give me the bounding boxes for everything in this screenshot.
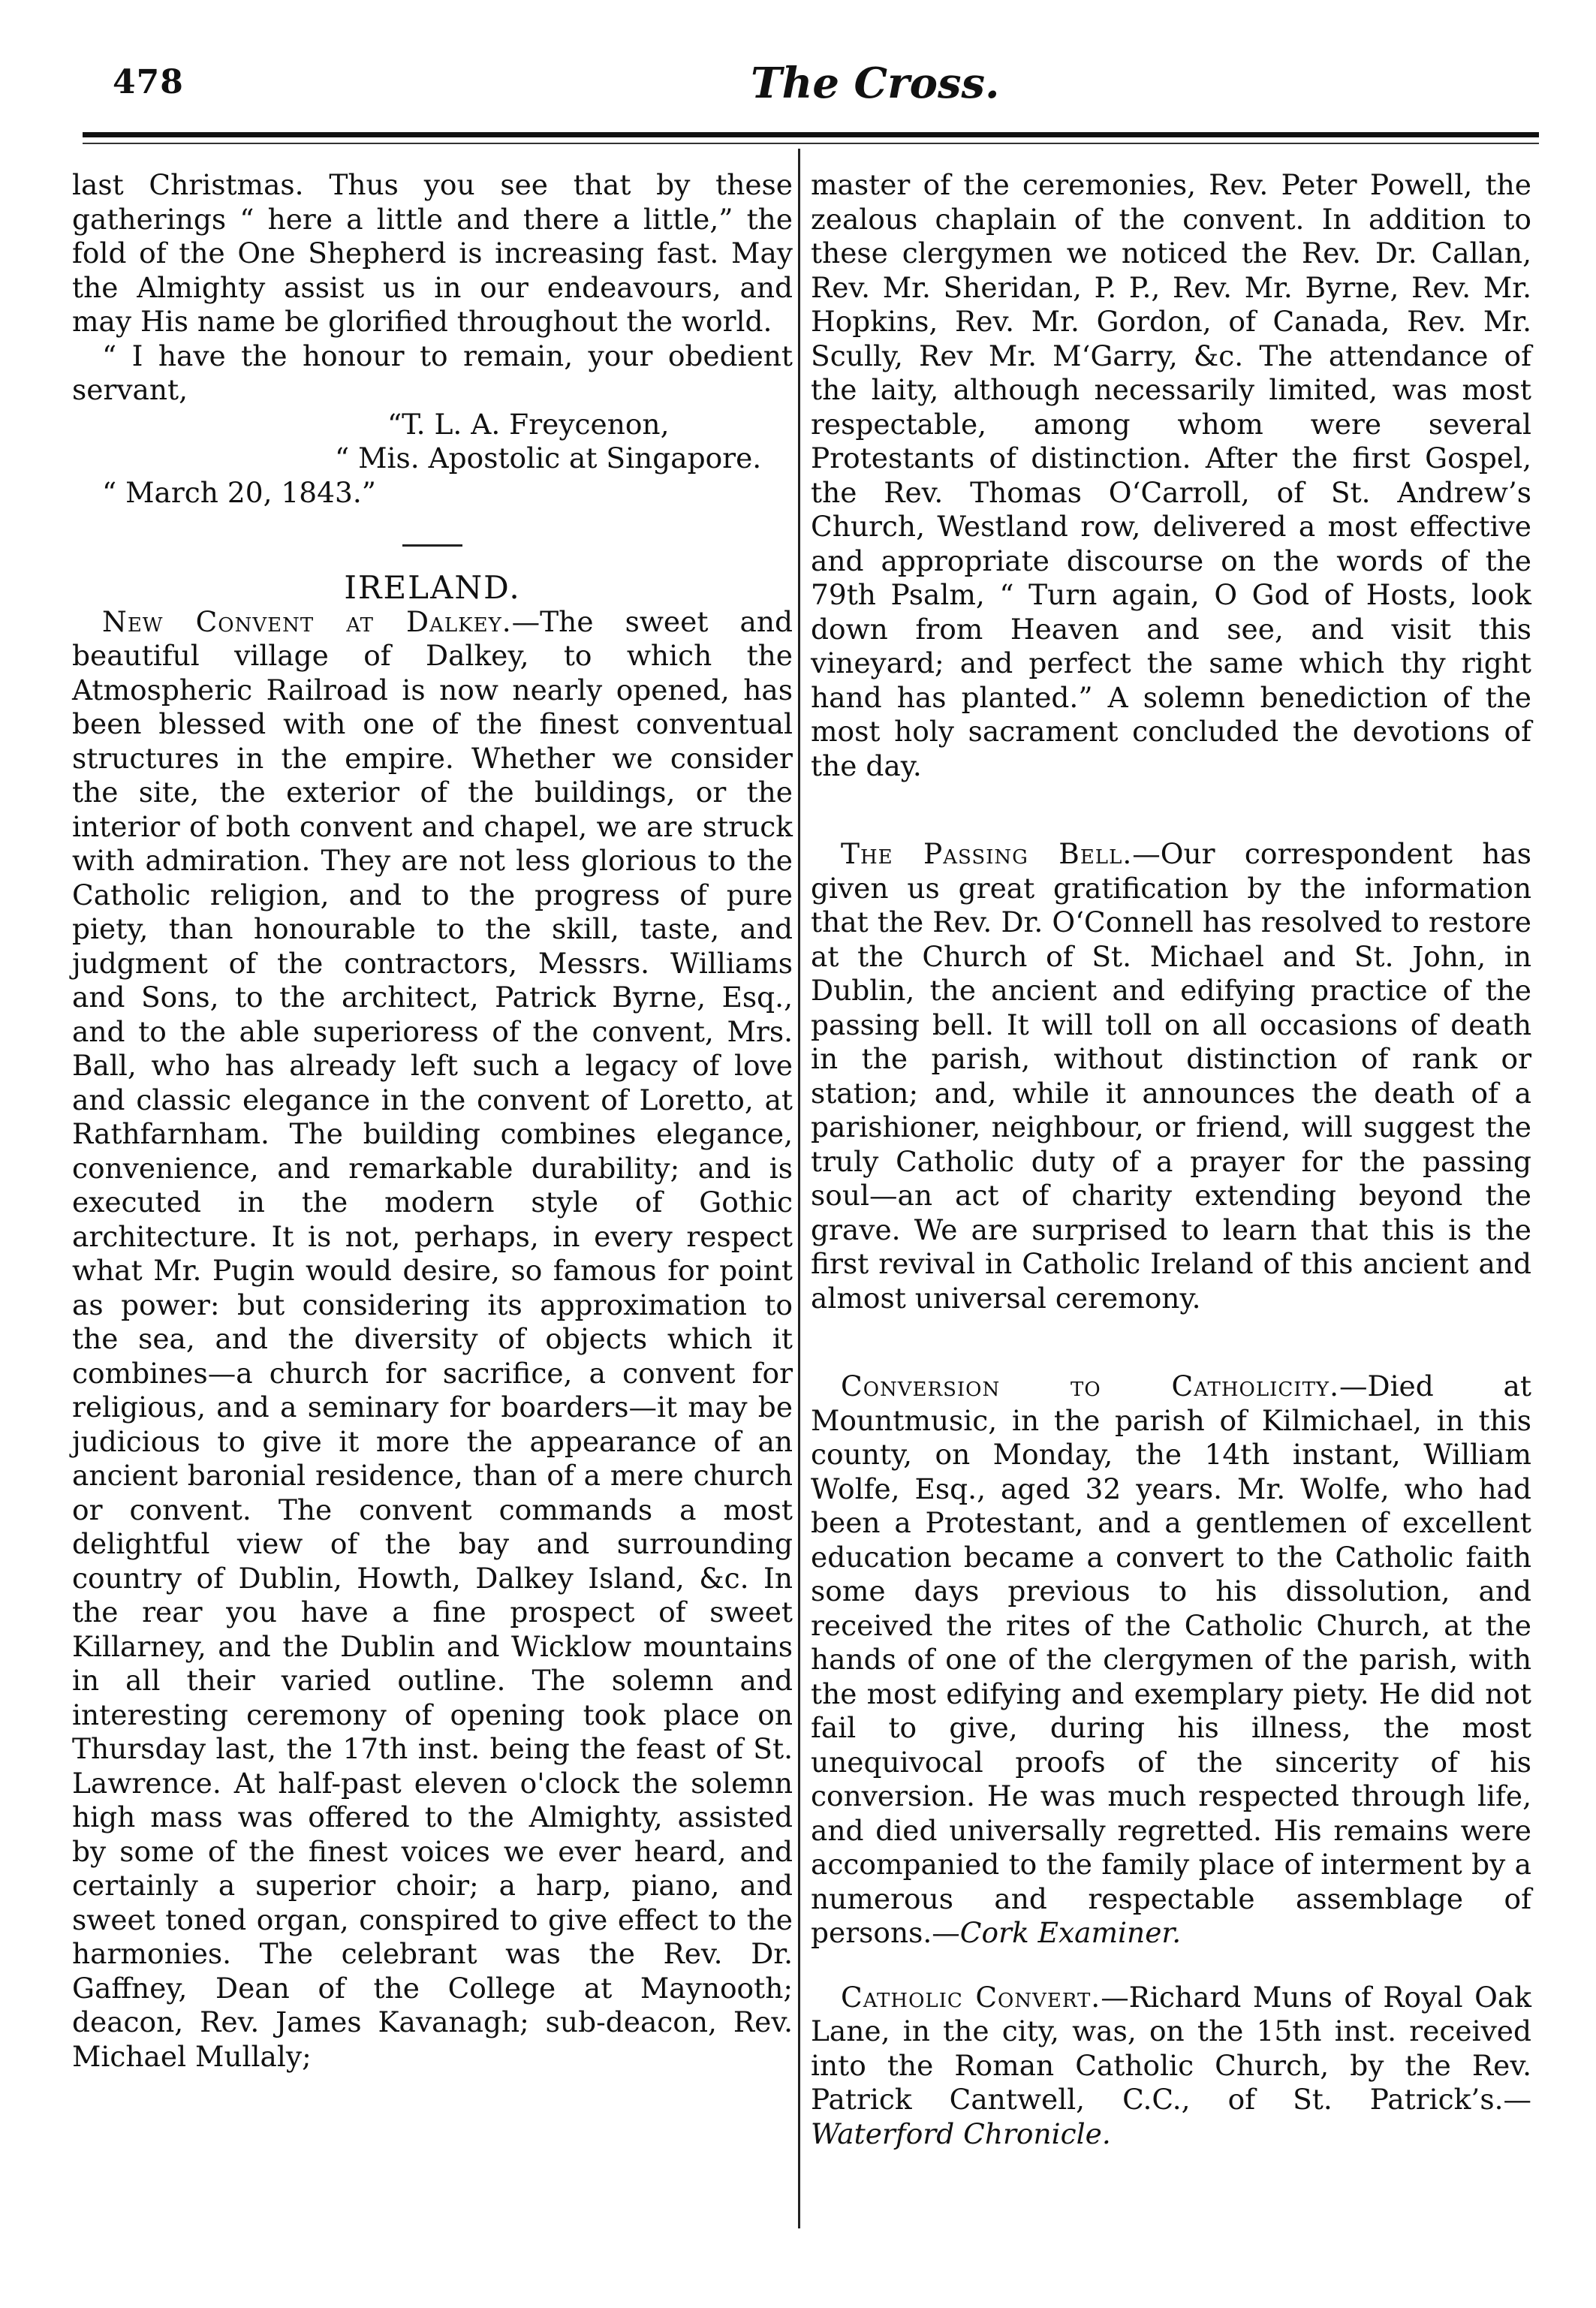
article-catholic-convert bbox=[811, 1981, 1531, 2152]
signature-name: “T. L. A. Freycenon, bbox=[387, 407, 670, 441]
section-heading: IRELAND. bbox=[344, 569, 521, 606]
passing-bell-body: —Our correspondent has given us great gratification by the information that the Rev. Dr. O‘Connell has resolved to restore at the Church of St. Michael and St. John, in Dublin, the ancient and edifying practice of the passing bell. It will toll on all occasions of death in the parish, without distinction of rank or station; and, while it announces the death of a parishioner, neighbour, or friend, will suggest the truly Catholic duty of a prayer for the passing soul—an act of charity extending beyond the grave. We are surprised to learn that this is the first revival in Catholic Ireland of this ancient and almost universal ceremony. bbox=[811, 837, 1531, 1315]
article-gap bbox=[811, 1315, 1531, 1369]
header-rule bbox=[83, 132, 1539, 137]
convert-body: —Richard Muns of Royal Oak Lane, in the city, was, on the 15th inst. received into the Roman Catholic Church, by the Rev. Patrick Cantwell, C.C., of St. Patrick’s.— bbox=[811, 1980, 1531, 2116]
article-new-convent bbox=[72, 605, 793, 2074]
article-heading: New Convent at Dalkey. bbox=[102, 604, 512, 638]
article-passing-bell bbox=[811, 837, 1531, 1315]
section-separator bbox=[402, 544, 462, 547]
header-rule-thin bbox=[83, 143, 1539, 144]
left-column bbox=[72, 168, 793, 2074]
passing-bell-heading: The Passing Bell. bbox=[841, 837, 1133, 870]
signature-date: “ March 20, 1843.” bbox=[102, 475, 376, 509]
page-number: 478 bbox=[113, 63, 184, 101]
article-body: —The sweet and beautiful village of Dalkey, to which the Atmospheric Railroad is now nearly opened, has been blessed with one of the finest conventual structures in the empire. Whether we consider the site, the exterior of the buildings, or the interior of both convent and chapel, we are struck with admiration. They are not less glorious to the Catholic religion, and to the progress of pure piety, than honourable to the skill, taste, and judgment of the contractors, Messrs. Williams and Sons, to the architect, Patrick Byrne, Esq., and to the able superioress of the convent, Mrs. Ball, who has already left such a legacy of love and classic elegance in the convent of Loretto, at Rathfarnham. The building combines elegance, convenience, and remarkable durability; and is executed in the modern style of Gothic architecture. It is not, perhaps, in every respect what Mr. Pugin would desire, so famous for point as power: but considering its approximation to the sea, and the diversity of objects which it combines—a church for sacrifice, a convent for religious, and a seminary for boarders—it may be judicious to give it more the appearance of an ancient baronial residence, than of a mere church or convent. The convent commands a most delightful view of the bay and surrounding country of Dublin, Howth, Dalkey Island, &c. In the rear you have a fine prospect of sweet Killarney, and the Dublin and Wicklow mountains in all their varied outline. The solemn and interesting ceremony of opening took place on Thursday last, the 17th inst. being the feast of St. Lawrence. At half-past eleven o'clock the solemn high mass was offered to the Almighty, assisted by some of the finest voices we ever heard, and certainly a superior choir; a harp, piano, and sweet toned organ, conspired to give effect to the harmonies. The celebrant was the Rev. Dr. Gaffney, Dean of the College at Maynooth; deacon, Rev. James Kavanagh; sub-deacon, Rev. Michael Mullaly; bbox=[72, 604, 793, 2073]
letter-closing-line: “ I have the honour to remain, your obedient servant, bbox=[72, 339, 793, 406]
convert-source: Waterford Chronicle. bbox=[811, 2117, 1111, 2150]
article-conversion bbox=[811, 1369, 1531, 1951]
article-continuation: master of the ceremonies, Rev. Peter Powell, the zealous chaplain of the convent. In addition to these clergymen we noticed the Rev. Dr. Callan, Rev. Mr. Sheridan, P. P., Rev. Mr. Byrne, Rev. Mr. Hopkins, Rev. Mr. Gordon, of Canada, Rev. Mr. Scully, Rev Mr. M‘Garry, &c. The attendance of the laity, although necessarily limited, was most respectable, among whom were several Protestants of distinction. After the first Gospel, the Rev. Thomas O‘Carroll, of St. Andrew’s Church, Westland row, delivered a most effective and appropriate discourse on the words of the 79th Psalm, “ Turn again, O God of Hosts, look down from Heaven and see, and visit this vineyard; and perfect the same which thy right hand has planted.” A solemn benediction of the most holy sacrament concluded the devotions of the day. bbox=[811, 168, 1531, 782]
column-divider bbox=[798, 149, 800, 2228]
letter-closing-paragraph: last Christmas. Thus you see that by these gatherings “ here a little and there a little,” the fold of the One Shepherd is increasing fast. May the Almighty assist us in our endeavours, and may His name be glorified throughout the world. bbox=[72, 168, 793, 338]
conversion-body: —Died at Mountmusic, in the parish of Kilmichael, in this county, on Monday, the 14th instant, William Wolfe, Esq., aged 32 years. Mr. Wolfe, who had been a Protestant, and a gentlemen of excellent education became a convert to the Catholic faith some days previous to his dissolution, and received the rites of the Catholic Church, at the hands of one of the clergymen of the parish, with the most edifying and exemplary piety. He did not fail to give, during his illness, the most unequivocal proofs of the sincerity of his conversion. He was much respected through life, and died universally regretted. His remains were accompanied to the family place of interment by a numerous and respectable assemblage of persons.— bbox=[811, 1369, 1531, 1949]
page-header bbox=[113, 59, 1524, 131]
conversion-heading: Conversion to Catholicity. bbox=[841, 1369, 1339, 1403]
running-title: The Cross. bbox=[751, 59, 1000, 108]
right-column bbox=[811, 168, 1531, 2151]
convert-heading: Catholic Convert. bbox=[841, 1980, 1101, 2014]
article-gap bbox=[811, 1951, 1531, 1981]
conversion-source: Cork Examiner. bbox=[959, 1916, 1182, 1949]
signature-title: “ Mis. Apostolic at Singapore. bbox=[335, 441, 762, 475]
article-gap bbox=[811, 783, 1531, 837]
